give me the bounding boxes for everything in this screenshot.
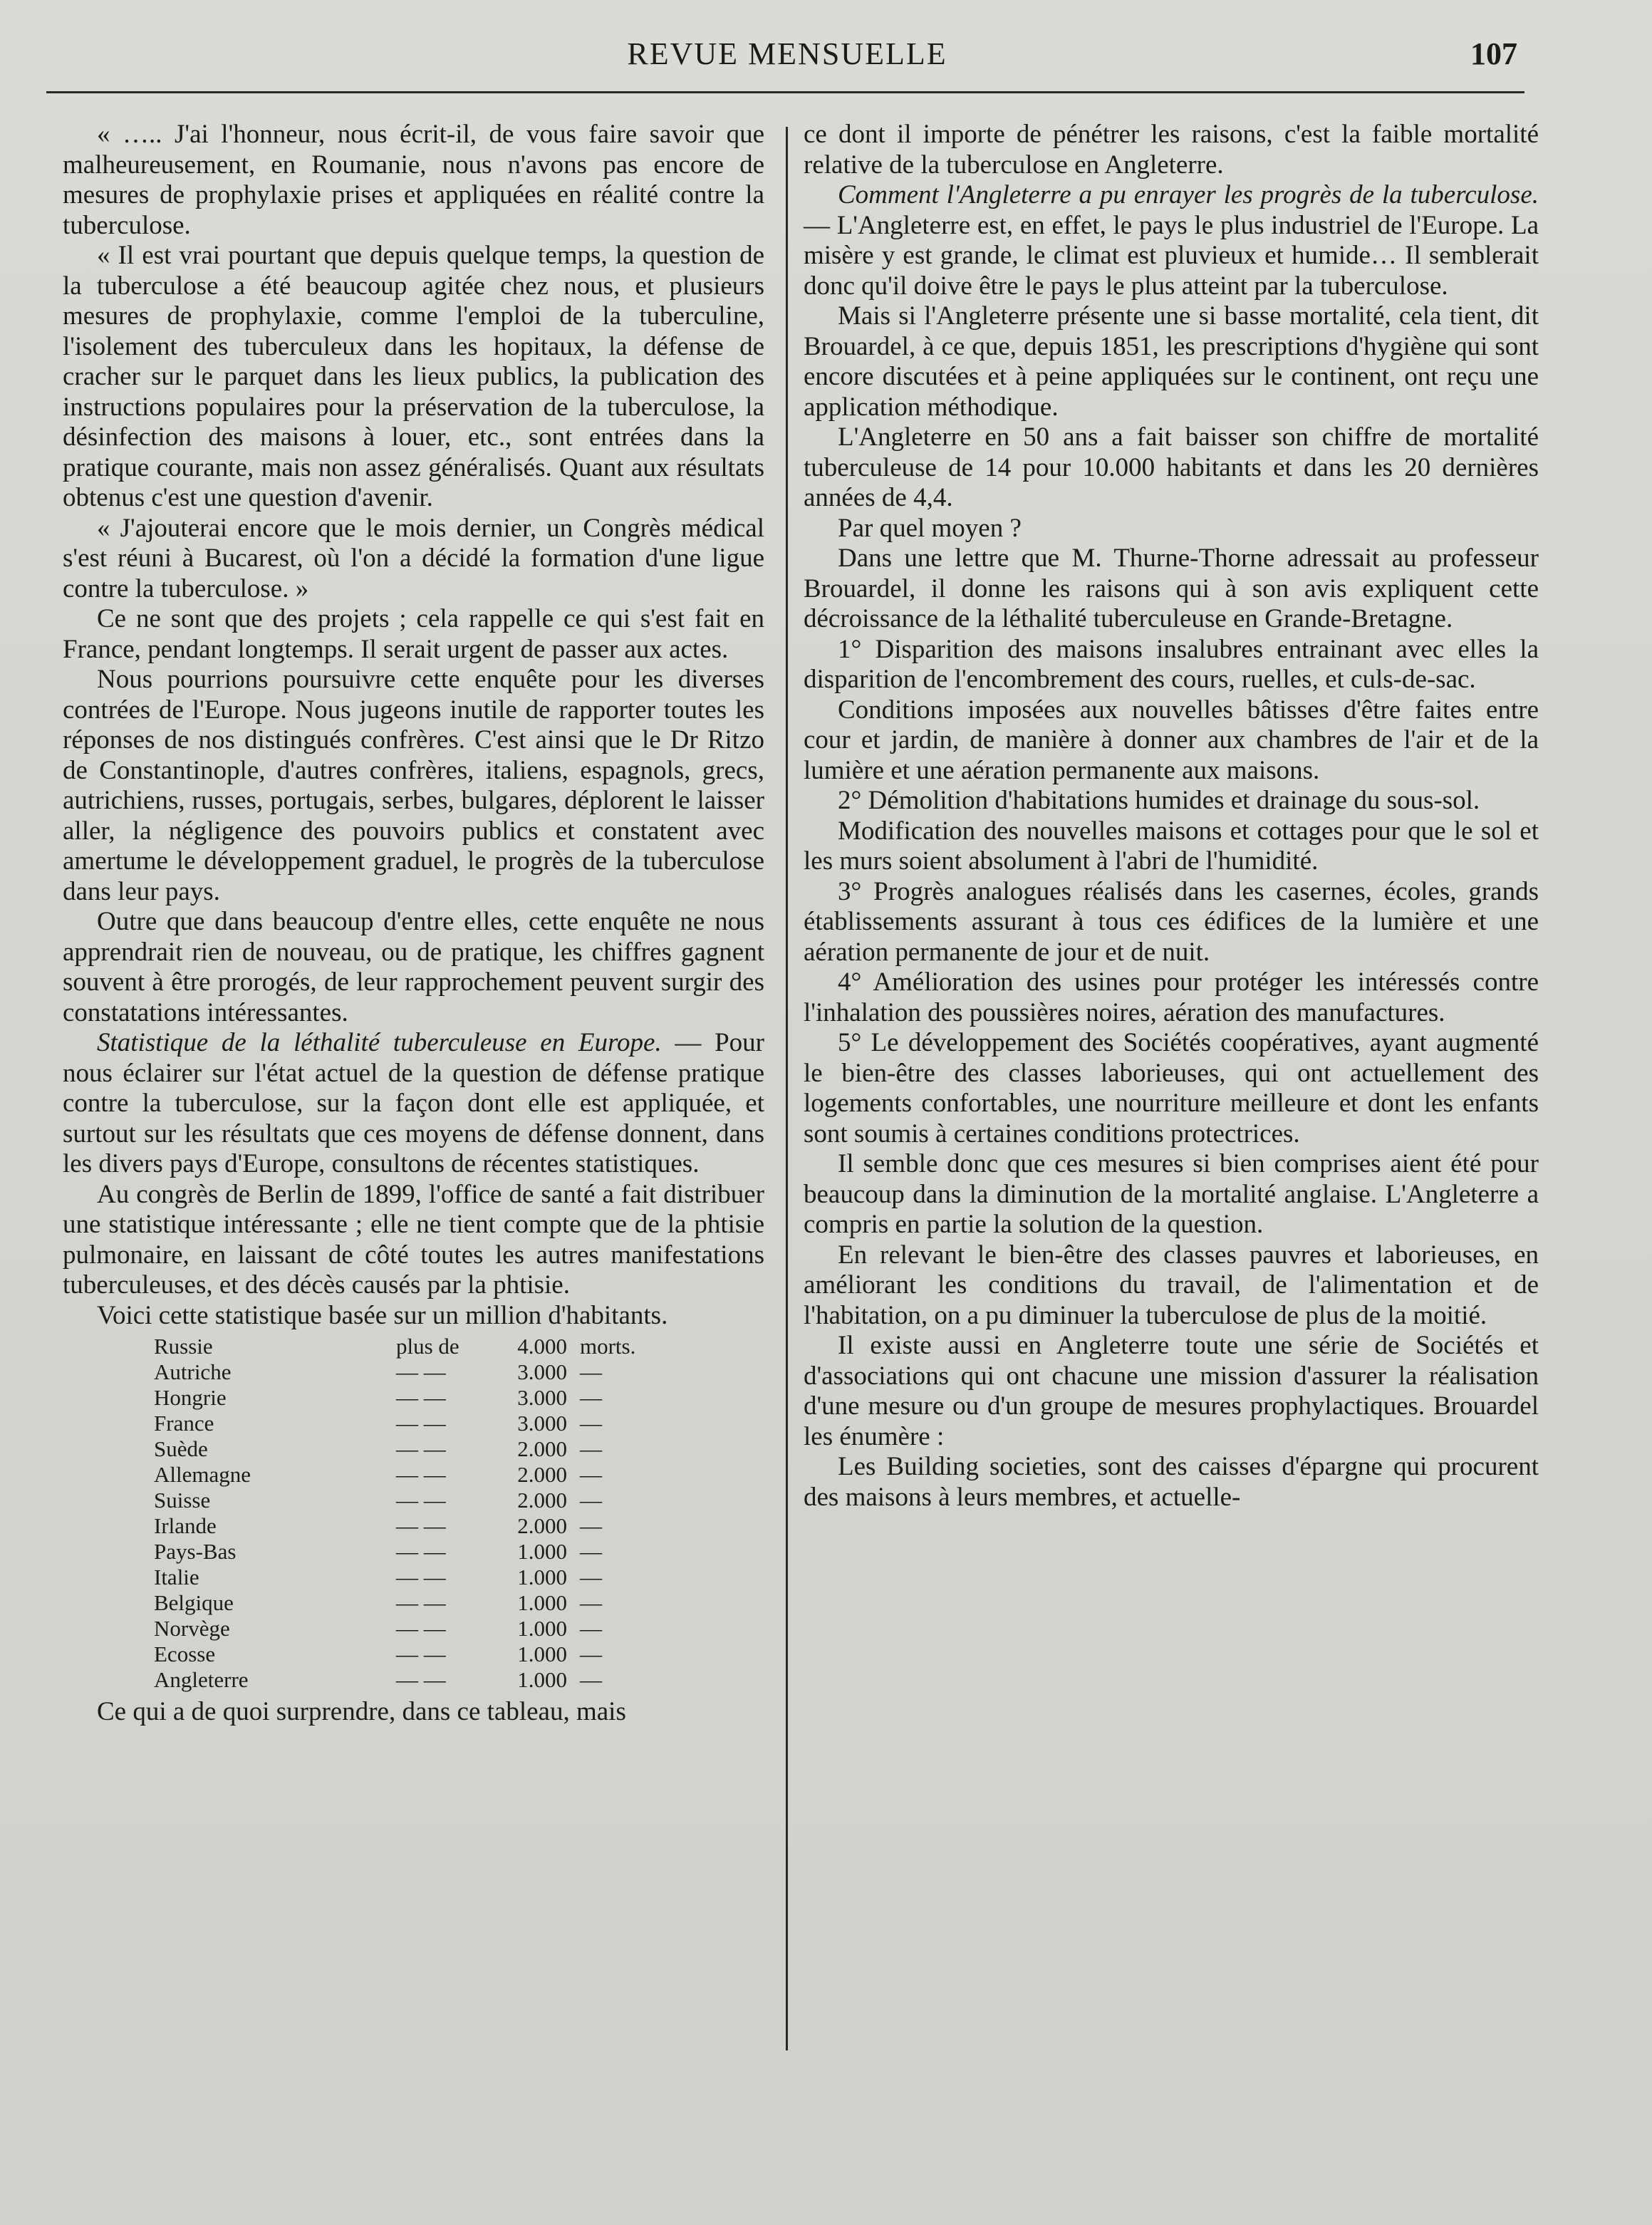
running-header (43, 36, 1532, 81)
value-cell: 2.000 (517, 1462, 567, 1487)
country-cell: Autriche (154, 1359, 232, 1384)
prefix-cell: — — (396, 1488, 446, 1513)
suffix-cell: — (580, 1590, 602, 1615)
paragraph: Voici cette statistique basée sur un million d'habitants. (97, 1300, 668, 1330)
table-row (154, 1334, 635, 1359)
prefix-cell: — — (396, 1462, 446, 1487)
paragraph: L'Angleterre en 50 ans a fait baisser son chiffre de mortalité tuberculeuse de 14 pour 10.000 habitants et dans les 20 dernières années de 4,4. (804, 422, 1539, 512)
prefix-cell: — — (396, 1411, 446, 1436)
suffix-cell: — (580, 1359, 602, 1384)
prefix-cell: — — (396, 1513, 446, 1538)
left-column (63, 120, 764, 1728)
paragraph: 3° Progrès analogues réalisés dans les casernes, écoles, grands établissements assurant à tous ces édifices de la lumière et une aération permanente de jour et de nuit. (804, 876, 1539, 967)
table-row (154, 1667, 635, 1693)
country-cell: Hongrie (154, 1385, 227, 1410)
mortality-table (154, 1334, 635, 1693)
country-cell: Allemagne (154, 1462, 251, 1487)
country-cell: France (154, 1411, 214, 1436)
prefix-cell: plus de (396, 1334, 459, 1359)
prefix-cell: — — (396, 1539, 446, 1564)
prefix-cell: — — (396, 1590, 446, 1615)
paragraph: « J'ajouterai encore que le mois dernier, un Congrès médical s'est réuni à Bucarest, où l'on a décidé la formation d'une ligue contre la tuberculose. » (63, 513, 764, 603)
value-cell: 2.000 (517, 1436, 567, 1461)
table-row (154, 1359, 635, 1385)
paragraph: Dans une lettre que M. Thurne-Thorne adressait au professeur Brouardel, il donne les raisons qui à son avis expliquent cette décroissance de la léthalité tuberculeuse en Grande-Bretagne. (804, 544, 1539, 633)
country-cell: Irlande (154, 1513, 217, 1538)
section-heading: Comment l'Angleterre a pu enrayer les progrès de la tuberculose. (838, 180, 1539, 209)
paragraph: Par quel moyen ? (838, 513, 1022, 543)
paragraph: Nous pourrions poursuivre cette enquête pour les diverses contrées de l'Europe. Nous jugeons inutile de rapporter toutes les réponses de nos distingués confrères. C'est ainsi que le Dr Ritzo de Constantinople, d'autres confrères, italiens, espagnols, grecs, autrichiens, russes, portugais, serbes, bulgares, déplorent le laisser aller, la négligence des pouvoirs publics et constatent avec amertume le développement graduel, le progrès de la tuberculose dans leur pays. (63, 665, 764, 906)
paragraph: Ce ne sont que des projets ; cela rappelle ce qui s'est fait en France, pendant longtemps. Il serait urgent de passer aux actes. (63, 604, 764, 664)
value-cell: 2.000 (517, 1488, 567, 1513)
country-cell: Russie (154, 1334, 213, 1359)
suffix-cell: — (580, 1436, 602, 1461)
table-row (154, 1462, 635, 1488)
table-row (154, 1641, 635, 1667)
prefix-cell: — — (396, 1667, 446, 1692)
suffix-cell: — (580, 1488, 602, 1513)
england-section (804, 180, 1539, 301)
country-cell: Angleterre (154, 1667, 249, 1692)
paragraph: 2° Démolition d'habitations humides et drainage du sous-sol. (838, 786, 1480, 815)
column-divider (786, 127, 788, 2050)
prefix-cell: — — (396, 1616, 446, 1641)
paragraph: Modification des nouvelles maisons et cottages pour que le sol et les murs soient absolument à l'abri de l'humidité. (804, 816, 1539, 876)
paragraph: 4° Amélioration des usines pour protéger les intéressés contre l'inhalation des poussières noires, aération des manufactures. (804, 968, 1539, 1027)
table-row (154, 1513, 635, 1539)
value-cell: 1.000 (517, 1641, 567, 1666)
paragraph: Outre que dans beaucoup d'entre elles, cette enquête ne nous apprendrait rien de nouveau, ou de pratique, les chiffres gagnent souvent à être prorogés, de leur rapprochement peuvent surgir des constatations intéressantes. (63, 907, 764, 1027)
paragraph: Les Building societies, sont des caisses d'épargne qui procurent des maisons à leurs membres, et actuelle- (804, 1452, 1539, 1512)
paragraph: Conditions imposées aux nouvelles bâtisses d'être faites entre cour et jardin, de manière à donner aux chambres de l'air et de la lumière et une aération permanente aux maisons. (804, 695, 1539, 785)
value-cell: 3.000 (517, 1359, 567, 1384)
paragraph: « Il est vrai pourtant que depuis quelque temps, la question de la tuberculose a été beaucoup agitée chez nous, et plusieurs mesures de prophylaxie, comme l'emploi de la tuberculine, l'isolement des tuberculeux dans les hopitaux, la défense de cracher sur le parquet dans les lieux publics, la publication des instructions populaires pour la préservation de la tuberculose, la désinfection des maisons à louer, etc., sont entrées dans la pratique courante, mais non assez généralisés. Quant aux résultats obtenus c'est une question d'avenir. (63, 241, 764, 512)
table-row (154, 1539, 635, 1565)
prefix-cell: — — (396, 1436, 446, 1461)
suffix-cell: — (580, 1565, 602, 1589)
paragraph: Il existe aussi en Angleterre toute une série de Sociétés et d'associations qui ont chacune une mission d'assurer la réalisation d'une mesure ou d'un groupe de mesures prophylactiques. Brouardel les énumère : (804, 1331, 1539, 1451)
paragraph: Ce qui a de quoi surprendre, dans ce tableau, mais (97, 1697, 626, 1726)
page-number: 107 (1470, 36, 1517, 71)
section-heading: Statistique de la léthalité tuberculeuse en Europe. (97, 1028, 662, 1057)
section-text: — L'Angleterre est, en effet, le pays le plus industriel de l'Europe. La misère y est grande, le climat est pluvieux et humide… Il semblerait donc qu'il doive être le pays le plus atteint par la tuberculose. (804, 210, 1539, 301)
prefix-cell: — — (396, 1359, 446, 1384)
table-row (154, 1565, 635, 1590)
country-cell: Ecosse (154, 1641, 216, 1666)
table-row (154, 1488, 635, 1513)
prefix-cell: — — (396, 1565, 446, 1589)
suffix-cell: — (580, 1411, 602, 1436)
paragraph: Au congrès de Berlin de 1899, l'office de santé a fait distribuer une statistique intéressante ; elle ne tient compte que de la phtisie pulmonaire, en laissant de côté toutes les autres manifestations tuberculeuses, et des décès causés par la phtisie. (63, 1179, 764, 1300)
paragraph: Il semble donc que ces mesures si bien comprises aient été pour beaucoup dans la diminution de la mortalité anglaise. L'Angleterre a compris en partie la solution de la question. (804, 1149, 1539, 1239)
value-cell: 1.000 (517, 1616, 567, 1641)
value-cell: 3.000 (517, 1411, 567, 1436)
suffix-cell: — (580, 1667, 602, 1692)
country-cell: Belgique (154, 1590, 234, 1615)
suffix-cell: — (580, 1385, 602, 1410)
country-cell: Italie (154, 1565, 199, 1589)
value-cell: 1.000 (517, 1565, 567, 1589)
value-cell: 1.000 (517, 1539, 567, 1564)
suffix-cell: — (580, 1513, 602, 1538)
paragraph: Mais si l'Angleterre présente une si basse mortalité, cela tient, dit Brouardel, à ce que, depuis 1851, les prescriptions d'hygiène qui sont encore discutées et à peine appliquées sur le continent, ont reçu une application méthodique. (804, 301, 1539, 422)
suffix-cell: morts. (580, 1334, 636, 1359)
paragraph: 5° Le développement des Sociétés coopératives, ayant augmenté le bien-être des classes laborieuses, qui ont actuellement des logements confortables, une nourriture meilleure et dont les enfants sont soumis à certaines conditions protectrices. (804, 1028, 1539, 1148)
table-row (154, 1436, 635, 1462)
table-row (154, 1616, 635, 1641)
journal-title: REVUE MENSUELLE (627, 36, 947, 71)
value-cell: 1.000 (517, 1590, 567, 1615)
value-cell: 2.000 (517, 1513, 567, 1538)
paragraph: En relevant le bien-être des classes pauvres et laborieuses, en améliorant les conditions du travail, de l'alimentation et de l'habitation, on a pu diminuer la tuberculose de plus de la moitié. (804, 1240, 1539, 1330)
suffix-cell: — (580, 1462, 602, 1487)
table-row (154, 1385, 635, 1411)
value-cell: 3.000 (517, 1385, 567, 1410)
paragraph: « ….. J'ai l'honneur, nous écrit-il, de vous faire savoir que malheureusement, en Roumanie, nous n'avons pas encore de mesures de prophylaxie prises et appliquées en réalité contre la tuberculose. (63, 120, 764, 240)
prefix-cell: — — (396, 1641, 446, 1666)
value-cell: 4.000 (517, 1334, 567, 1359)
country-cell: Suisse (154, 1488, 211, 1513)
suffix-cell: — (580, 1539, 602, 1564)
value-cell: 1.000 (517, 1667, 567, 1692)
prefix-cell: — — (396, 1385, 446, 1410)
table-row (154, 1411, 635, 1436)
suffix-cell: — (580, 1641, 602, 1666)
section-text: — Pour nous éclairer sur l'état actuel de la question de défense pratique contre la tuberculose, sur la façon dont elle est appliquée, et surtout sur les résultats que ces moyens de défense donnent, dans les divers pays d'Europe, consultons de récentes statistiques. (63, 1028, 765, 1178)
right-column (804, 120, 1539, 1513)
paragraph: ce dont il importe de pénétrer les raisons, c'est la faible mortalité relative de la tuberculose en Angleterre. (804, 120, 1539, 180)
country-cell: Suède (154, 1436, 208, 1461)
country-cell: Pays-Bas (154, 1539, 237, 1564)
table-row (154, 1590, 635, 1616)
header-rule (46, 91, 1524, 93)
paragraph: 1° Disparition des maisons insalubres entrainant avec elles la disparition de l'encombrement des cours, ruelles, et culs-de-sac. (804, 634, 1539, 694)
country-cell: Norvège (154, 1616, 230, 1641)
statistics-section (63, 1028, 764, 1180)
suffix-cell: — (580, 1616, 602, 1641)
